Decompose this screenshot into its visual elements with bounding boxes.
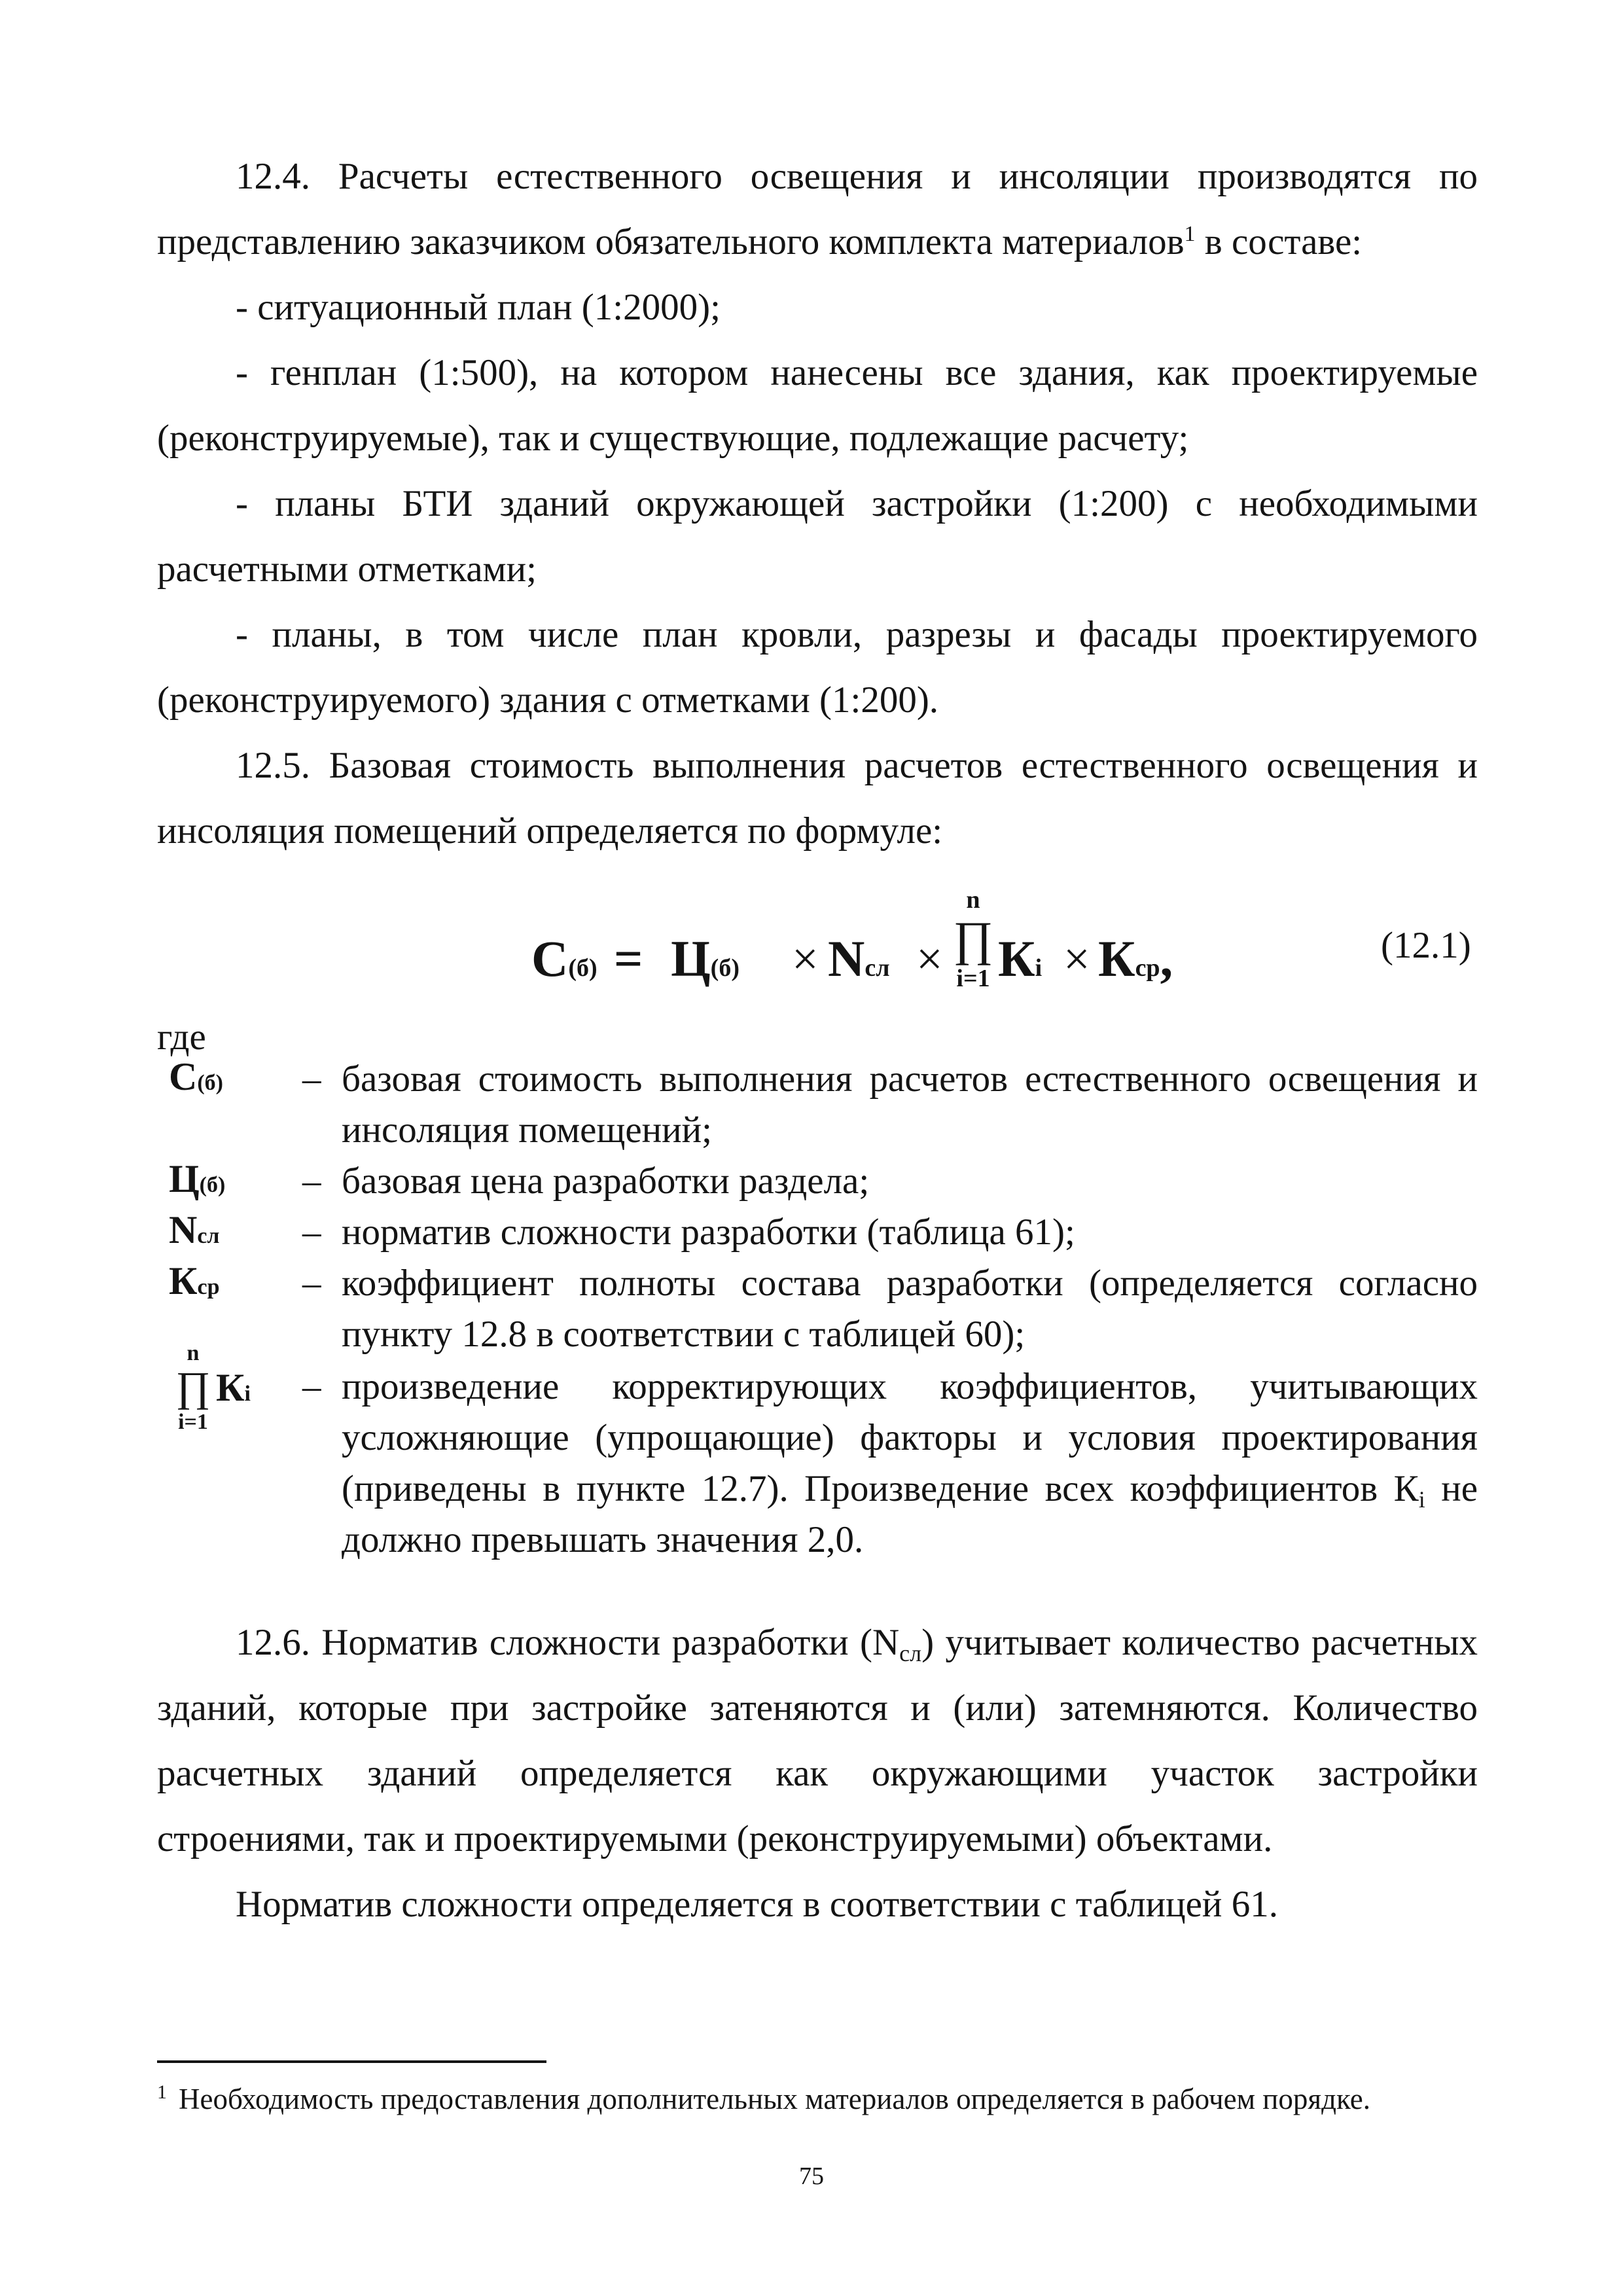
paragraph-12-4 (157, 144, 1478, 275)
definition-dash: – (302, 1211, 321, 1253)
definition-text: произведение корректирующих коэффициентов, учитывающих усложняющие (упрощающие) факторы и условия проектирования (приведены в пункте 12.7). Произведение всех коэффициентов $К_i$ не должно превышать значения 2,0. (342, 1366, 1478, 1560)
page-number: 75 (799, 2162, 824, 2190)
formula-equals: = (614, 930, 643, 987)
definition-symbol: Ц(б) (169, 1157, 226, 1200)
footnote-reference: 1 (1184, 222, 1196, 246)
definition-text: норматив сложности разработки (таблица 61); (342, 1211, 1075, 1253)
definition-text: базовая цена разработки раздела; (342, 1160, 870, 1202)
formula-product (950, 887, 996, 992)
paragraph-12-4-text: 12.4. Расчеты естественного освещения и инсоляции производятся по представлению заказчиком обязательного комплекта материалов (157, 156, 1478, 262)
definition-symbol: Кср (169, 1259, 220, 1302)
where-label: где (157, 1016, 206, 1058)
formula-n: Nсл (828, 930, 890, 987)
footnote-rule (157, 2060, 546, 2063)
footnote-mark: 1 (157, 2081, 167, 2103)
product-upper-limit: n (966, 886, 980, 914)
definition-dash: – (302, 1263, 321, 1304)
formula-c: С(б) (531, 930, 597, 987)
formula-times-2: × (916, 933, 943, 985)
product-lower-limit: i=1 (178, 1410, 208, 1434)
list-item-general-plan: - генплан (1:500), на котором нанесены все здания, как проектируемые (реконструируемые), так и существующие, подлежащие расчету; (157, 352, 1478, 459)
definition-dash: – (302, 1058, 321, 1100)
footnote (157, 2078, 1478, 2120)
formula-12-1 (524, 887, 1178, 1018)
formula-times-3: × (1063, 933, 1090, 985)
paragraph-last: Норматив сложности определяется в соответствии с таблицей 61. (236, 1884, 1278, 1925)
list-item-roof-plans: - планы, в том числе план кровли, разрезы и фасады проектируемого (реконструируемого) здания с отметками (1:200). (157, 614, 1478, 721)
formula-k-i: Кi (998, 930, 1043, 987)
definition-dash: – (302, 1160, 321, 1202)
paragraph-12-6: 12.6. Норматив сложности разработки $(N_{сл})$ учитывает количество расчетных зданий, которые при застройке затеняются и (или) затемняются. Количество расчетных зданий определяется как окружающими участок застройки строениями, так и проектируемыми (реконструируемыми) объектами. (157, 1622, 1478, 1859)
definition-symbol: С(б) (169, 1055, 223, 1098)
product-symbol: ∏ (175, 1363, 211, 1410)
list-item-bti-plans: - планы БТИ зданий окружающей застройки (1:200) с необходимыми расчетными отметками; (157, 483, 1478, 590)
product-lower-limit: i=1 (956, 965, 990, 992)
definition-product-symbol (170, 1342, 268, 1434)
definition-text: коэффициент полноты состава разработки (определяется согласно пункту 12.8 в соответствии с таблицей 60); (342, 1263, 1478, 1355)
formula-ts: Ц(б) (671, 930, 740, 987)
footnote-text: Необходимость предоставления дополнительных материалов определяется в рабочем порядке. (179, 2083, 1370, 2115)
product-upper-limit: n (187, 1341, 200, 1365)
paragraph-12-5: 12.5. Базовая стоимость выполнения расчетов естественного освещения и инсоляция помещений определяется по формуле: (157, 745, 1478, 852)
definition-dash: – (302, 1366, 321, 1407)
product-symbol: ∏ (953, 912, 993, 966)
formula-times-1: × (792, 933, 819, 985)
definition-text: базовая стоимость выполнения расчетов естественного освещения и инсоляция помещений; (342, 1058, 1478, 1151)
product-k: Кi (216, 1366, 251, 1409)
definition-symbol: Nсл (169, 1208, 220, 1251)
formula-number: (12.1) (1381, 925, 1471, 966)
list-item-situational-plan: - ситуационный план (1:2000); (236, 287, 721, 328)
paragraph-12-4-tail: в составе: (1195, 221, 1363, 262)
formula-k-cp: Кср, (1098, 930, 1173, 987)
